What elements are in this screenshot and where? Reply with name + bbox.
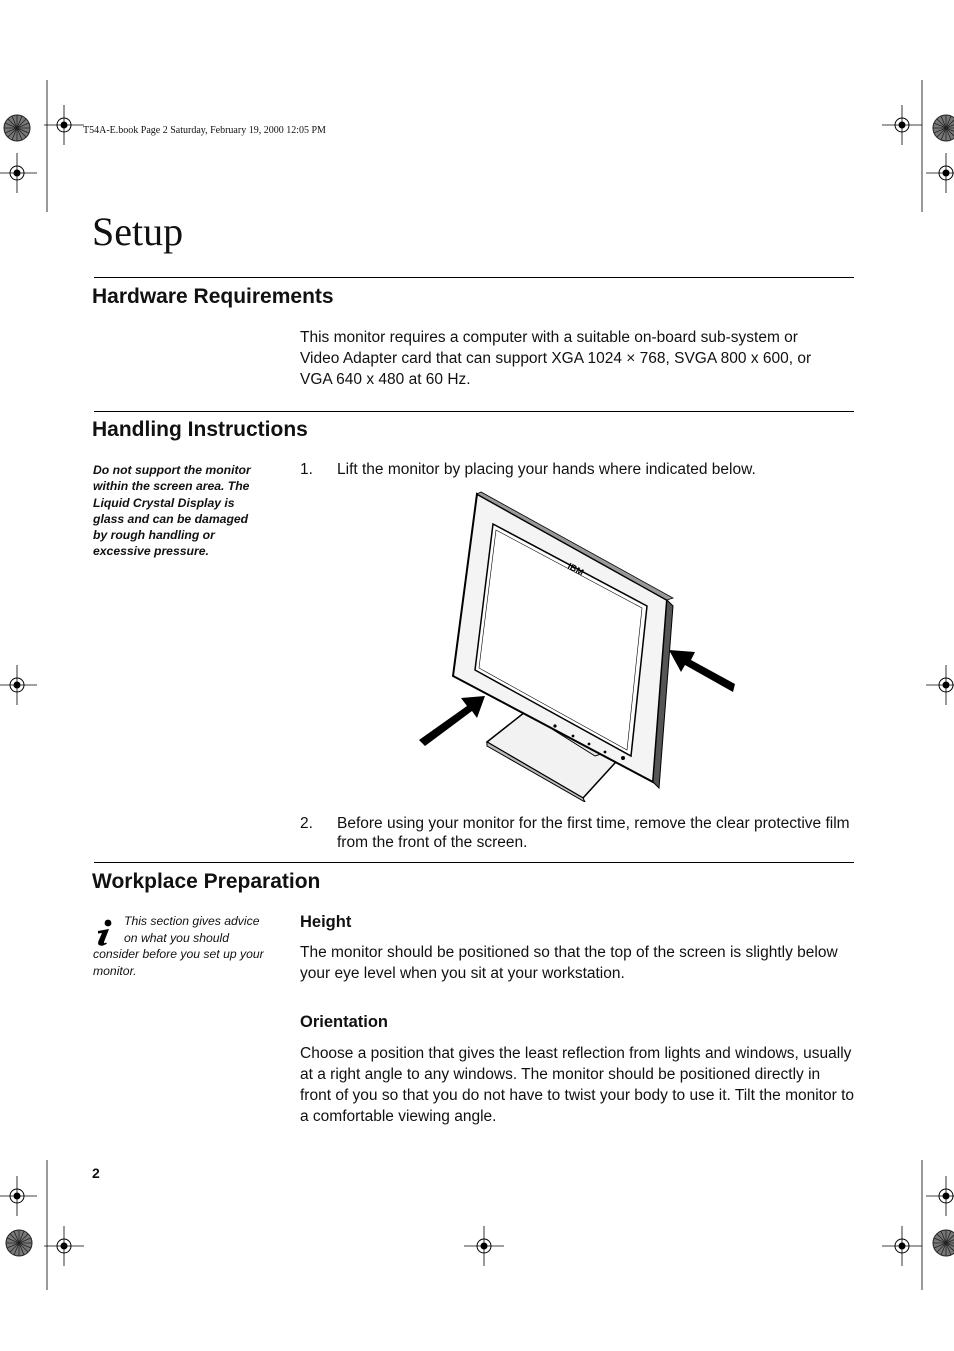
note-line: Do not support the monitor — [93, 463, 251, 477]
note-line: consider before you set up your — [93, 947, 264, 961]
orientation-heading: Orientation — [300, 1013, 389, 1031]
book-header-meta: T54A-E.book Page 2 Saturday, February 19, 2000 12:05 PM — [83, 125, 326, 136]
section-divider — [94, 277, 854, 278]
height-heading: Height — [300, 913, 352, 931]
lift-arrow-left — [419, 696, 485, 746]
step-text: Lift the monitor by placing your hands where indicated below. — [337, 461, 756, 478]
hardware-body — [300, 327, 855, 390]
hardware-body-line: VGA 640 x 480 at 60 Hz. — [300, 371, 471, 388]
section-divider — [94, 411, 854, 412]
handling-heading: Handling Instructions — [92, 418, 308, 441]
note-line: This section gives advice — [124, 914, 260, 928]
monitor-logo: IBM — [566, 560, 586, 578]
section-divider — [94, 862, 854, 863]
step-2 — [300, 814, 855, 852]
hardware-body-line: Video Adapter card that can support XGA 1024 × 768, SVGA 800 x 600, or — [300, 350, 812, 367]
note-line: by rough handling or — [93, 528, 215, 543]
note-line: on what you should — [124, 930, 230, 945]
note-line: monitor. — [93, 963, 137, 978]
height-body: The monitor should be positioned so that the top of the screen is slightly below your eye level when you sit at your workstation. — [300, 944, 838, 982]
page-number: 2 — [92, 1165, 100, 1181]
step-1 — [300, 460, 855, 479]
hardware-heading: Hardware Requirements — [92, 285, 334, 308]
handling-caution-note — [93, 462, 273, 560]
note-line: excessive pressure. — [93, 544, 209, 559]
step-number: 1. — [300, 461, 313, 478]
hardware-body-line: This monitor requires a computer with a suitable on-board sub-system or — [300, 329, 798, 346]
workplace-heading: Workplace Preparation — [92, 870, 321, 893]
lift-arrow-right — [669, 650, 735, 692]
workplace-info-note — [93, 913, 278, 979]
monitor-lifting-illustration — [415, 490, 737, 802]
step-number: 2. — [300, 815, 313, 832]
note-line: glass and can be damaged — [93, 511, 249, 526]
step-text: Before using your monitor for the first time, remove the clear protective film from the front of the screen. — [337, 815, 850, 851]
page-title: Setup — [92, 209, 184, 254]
note-line: within the screen area. The — [93, 479, 250, 494]
orientation-body: Choose a position that gives the least reflection from lights and windows, usually at a right angle to any windows. The monitor should be positioned directly in front of you so that you do not have to twist your body to use it. Tilt the monitor to a comfortable viewing angle. — [300, 1045, 854, 1125]
note-line: Liquid Crystal Display is — [93, 495, 235, 510]
